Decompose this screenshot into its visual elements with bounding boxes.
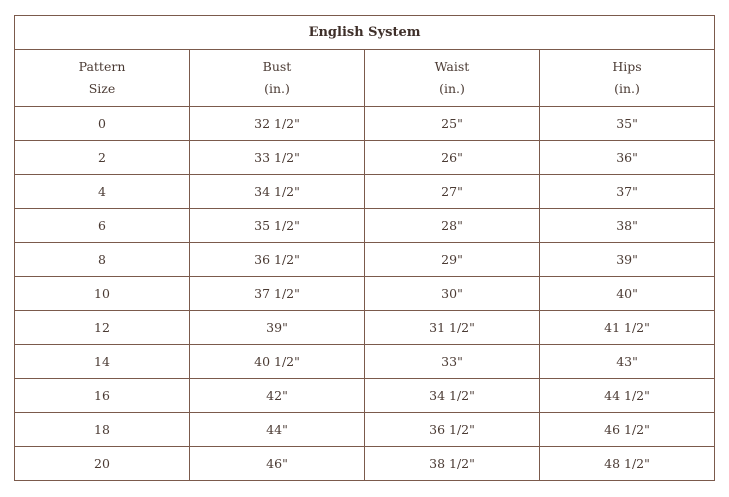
cell-waist: 38 1/2" (365, 447, 540, 481)
cell-waist: 27" (365, 175, 540, 209)
cell-hips: 41 1/2" (540, 311, 715, 345)
cell-hips: 36" (540, 141, 715, 175)
table-title: English System (15, 16, 715, 50)
title-row (15, 16, 715, 50)
cell-bust: 33 1/2" (190, 141, 365, 175)
table-row (15, 175, 715, 209)
table-row (15, 141, 715, 175)
cell-bust: 32 1/2" (190, 107, 365, 141)
cell-waist: 29" (365, 243, 540, 277)
table-row (15, 107, 715, 141)
cell-bust: 37 1/2" (190, 277, 365, 311)
cell-hips: 40" (540, 277, 715, 311)
header-hips (540, 50, 715, 107)
cell-pattern-size: 6 (15, 209, 190, 243)
cell-waist: 34 1/2" (365, 379, 540, 413)
header-bust-line1: Bust (262, 59, 292, 74)
cell-pattern-size: 18 (15, 413, 190, 447)
table-row (15, 243, 715, 277)
cell-hips: 44 1/2" (540, 379, 715, 413)
cell-pattern-size: 2 (15, 141, 190, 175)
size-chart-table (14, 15, 715, 481)
cell-waist: 26" (365, 141, 540, 175)
cell-hips: 43" (540, 345, 715, 379)
cell-hips: 38" (540, 209, 715, 243)
header-waist (365, 50, 540, 107)
cell-pattern-size: 20 (15, 447, 190, 481)
cell-hips: 48 1/2" (540, 447, 715, 481)
header-waist-line1: Waist (434, 59, 470, 74)
cell-pattern-size: 16 (15, 379, 190, 413)
header-pattern-size-line2: Size (88, 81, 116, 96)
cell-pattern-size: 12 (15, 311, 190, 345)
header-hips-line1: Hips (612, 59, 642, 74)
cell-bust: 40 1/2" (190, 345, 365, 379)
cell-bust: 34 1/2" (190, 175, 365, 209)
cell-pattern-size: 8 (15, 243, 190, 277)
header-pattern-size-line1: Pattern (78, 59, 126, 74)
cell-bust: 36 1/2" (190, 243, 365, 277)
cell-pattern-size: 4 (15, 175, 190, 209)
cell-waist: 33" (365, 345, 540, 379)
header-hips-line2: (in.) (614, 81, 640, 96)
cell-waist: 25" (365, 107, 540, 141)
cell-hips: 46 1/2" (540, 413, 715, 447)
cell-bust: 39" (190, 311, 365, 345)
cell-bust: 42" (190, 379, 365, 413)
header-row (15, 50, 715, 107)
cell-waist: 36 1/2" (365, 413, 540, 447)
cell-pattern-size: 14 (15, 345, 190, 379)
cell-bust: 44" (190, 413, 365, 447)
table-row (15, 277, 715, 311)
cell-pattern-size: 0 (15, 107, 190, 141)
table-row (15, 311, 715, 345)
table-row (15, 209, 715, 243)
table-row (15, 379, 715, 413)
cell-waist: 28" (365, 209, 540, 243)
cell-bust: 46" (190, 447, 365, 481)
header-pattern-size (15, 50, 190, 107)
cell-bust: 35 1/2" (190, 209, 365, 243)
header-waist-line2: (in.) (439, 81, 465, 96)
table-row (15, 447, 715, 481)
table-row (15, 345, 715, 379)
cell-hips: 35" (540, 107, 715, 141)
table-row (15, 413, 715, 447)
cell-waist: 31 1/2" (365, 311, 540, 345)
cell-hips: 39" (540, 243, 715, 277)
header-bust (190, 50, 365, 107)
cell-hips: 37" (540, 175, 715, 209)
header-bust-line2: (in.) (264, 81, 290, 96)
cell-waist: 30" (365, 277, 540, 311)
cell-pattern-size: 10 (15, 277, 190, 311)
